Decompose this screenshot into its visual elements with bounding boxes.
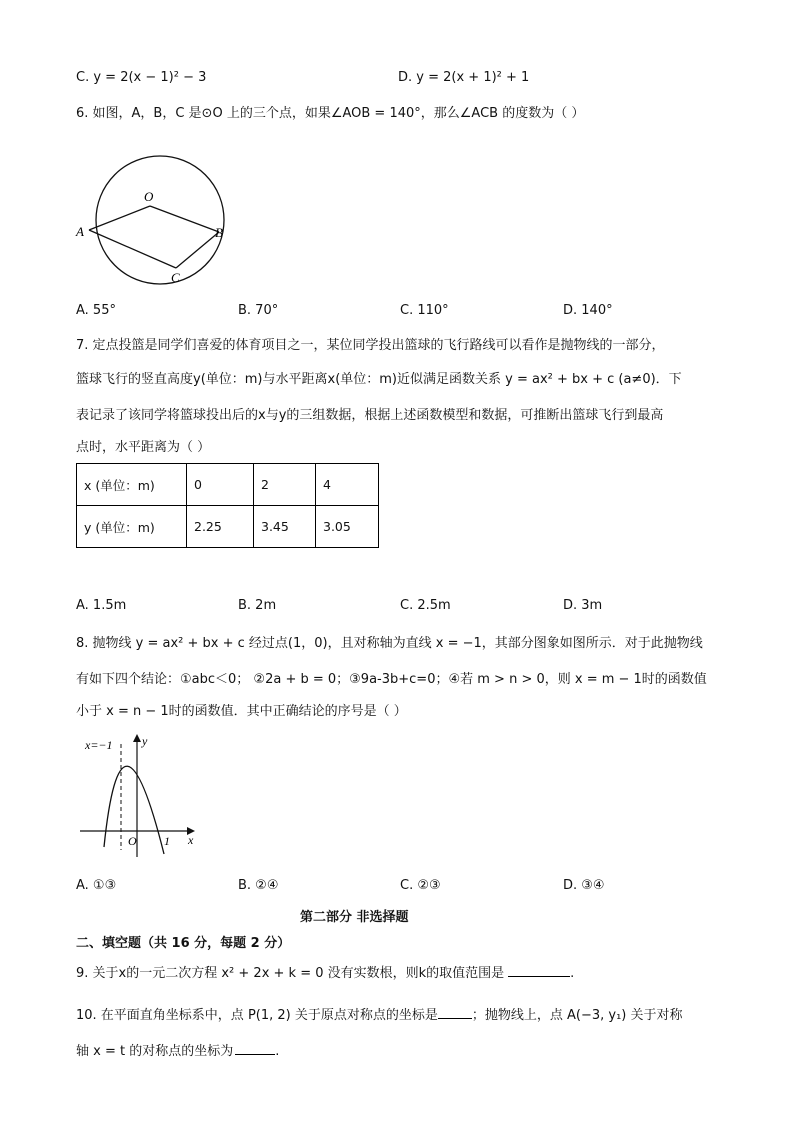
- q8-option-d: D. ③④: [563, 878, 605, 893]
- y-label: y: [142, 734, 148, 748]
- origin-label: O: [128, 834, 137, 848]
- symmetry-label: x=−1: [85, 738, 113, 752]
- label-a: A: [76, 224, 84, 239]
- q7-line-1: 7. 定点投篮是同学们喜爱的体育项目之一，某位同学投出篮球的飞行路线可以看作是抛物线的一部分，: [76, 338, 665, 353]
- q10-text-1b: ；抛物线上，点 A(−3, y₁) 关于对称: [471, 1008, 683, 1023]
- q7-option-b: B. 2m: [238, 598, 277, 613]
- q7-option-c: C. 2.5m: [400, 598, 451, 613]
- label-b: B: [215, 225, 223, 240]
- table-cell: x (单位：m): [77, 464, 187, 506]
- table-cell: 2: [254, 464, 316, 506]
- segment-bc: [176, 232, 219, 268]
- q10-text-2b: .: [275, 1044, 280, 1059]
- q8-line-2: 有如下四个结论：①abc＜0； ②2a + b = 0；③9a-3b+c=0；④若 m > n > 0，则 x = m − 1时的函数值: [76, 672, 707, 687]
- label-c: C: [171, 270, 180, 285]
- q6-stem: 6. 如图，A，B，C 是⊙O 上的三个点，如果∠AOB = 140°，那么∠ACB 的度数为（ ）: [76, 106, 585, 121]
- y-axis-arrow: [133, 734, 141, 742]
- q7-line-2: 篮球飞行的竖直高度y(单位：m)与水平距离x(单位：m)近似满足函数关系 y = ax² + bx + c (a≠0)．下: [76, 372, 682, 387]
- q7-data-table: [76, 463, 379, 548]
- q8-parabola-graph: [80, 732, 210, 862]
- q10-line-2: [76, 1042, 279, 1062]
- q7-option-d: D. 3m: [563, 598, 603, 613]
- q8-line-3: 小于 x = n − 1时的函数值．其中正确结论的序号是（ ）: [76, 704, 407, 719]
- table-row: [77, 506, 379, 548]
- q9-answer-blank[interactable]: [508, 976, 570, 977]
- q6-option-c: C. 110°: [400, 303, 449, 318]
- q7-line-4: 点时，水平距离为（ ）: [76, 440, 211, 455]
- segment-oa: [89, 206, 150, 230]
- q7-option-a: A. 1.5m: [76, 598, 127, 613]
- q7-line-3: 表记录了该同学将篮球投出后的x与y的三组数据，根据上述函数模型和数据，可推断出篮球飞行到最高: [76, 408, 664, 423]
- q8-line-1: 8. 抛物线 y = ax² + bx + c 经过点(1，0)，且对称轴为直线 x = −1，其部分图象如图所示．对于此抛物线: [76, 636, 703, 651]
- q9-question: [76, 964, 574, 984]
- q9-text: 9. 关于x的一元二次方程 x² + 2x + k = 0 没有实数根，则k的取值范围是: [76, 966, 505, 981]
- section-heading: 二、填空题（共 16 分，每题 2 分）: [76, 936, 291, 951]
- label-o: O: [144, 189, 154, 204]
- table-cell: 0: [187, 464, 254, 506]
- table-cell: 2.25: [187, 506, 254, 548]
- q9-end: .: [570, 966, 575, 981]
- q8-option-c: C. ②③: [400, 878, 441, 893]
- segment-ob: [150, 206, 219, 232]
- q6-option-a: A. 55°: [76, 303, 116, 318]
- table-cell: 3.05: [316, 506, 379, 548]
- one-label: 1: [164, 834, 170, 848]
- table-cell: 3.45: [254, 506, 316, 548]
- q6-circle-figure: [74, 150, 244, 290]
- q10-answer-blank-2[interactable]: [235, 1054, 275, 1055]
- q8-option-a: A. ①③: [76, 878, 117, 893]
- q6-option-b: B. 70°: [238, 303, 279, 318]
- q10-text-2a: 轴 x = t 的对称点的坐标为: [76, 1044, 234, 1059]
- q10-line-1: [76, 1006, 683, 1026]
- part2-title: 第二部分 非选择题: [300, 910, 409, 925]
- table-cell: 4: [316, 464, 379, 506]
- table-row: [77, 464, 379, 506]
- q6-option-d: D. 140°: [563, 303, 613, 318]
- q5-option-c: C. y = 2(x − 1)² − 3: [76, 70, 207, 85]
- q8-option-b: B. ②④: [238, 878, 279, 893]
- q10-answer-blank-1[interactable]: [438, 1018, 472, 1019]
- table-cell: y (单位：m): [77, 506, 187, 548]
- q10-text-1a: 10. 在平面直角坐标系中，点 P(1, 2) 关于原点对称点的坐标是: [76, 1008, 438, 1023]
- x-label: x: [188, 833, 194, 847]
- segment-ac: [89, 230, 176, 268]
- q5-option-d: D. y = 2(x + 1)² + 1: [398, 70, 530, 85]
